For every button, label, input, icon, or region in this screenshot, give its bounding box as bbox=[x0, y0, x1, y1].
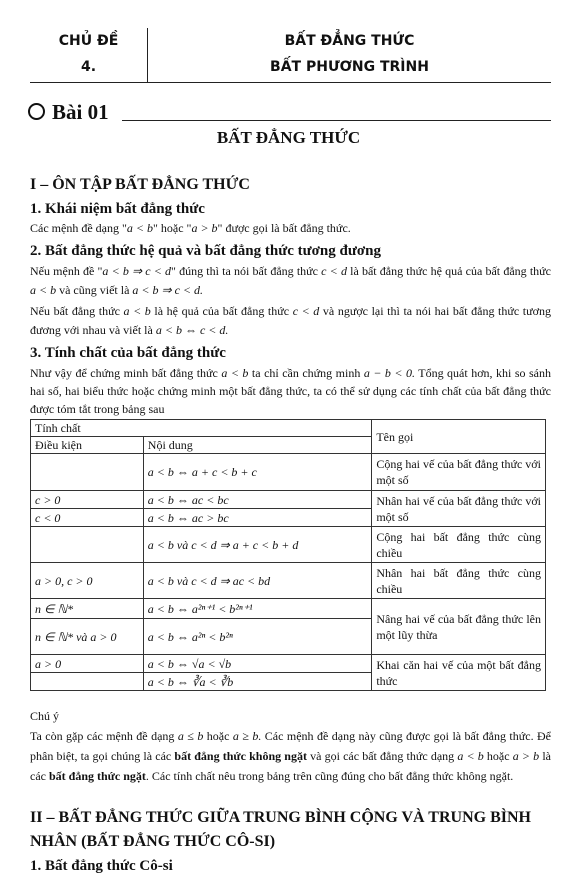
sub2-paragraph2 bbox=[30, 302, 551, 340]
cell-condition bbox=[31, 527, 144, 563]
sub1-paragraph bbox=[30, 219, 551, 238]
header-condition: Điều kiện bbox=[31, 437, 144, 454]
topic-label: CHỦ ĐỀ bbox=[58, 33, 119, 49]
text: " được gọi là bất đẳng thức. bbox=[217, 221, 351, 235]
table-row bbox=[31, 454, 546, 491]
cauchy-heading: 1. Bất đẳng thức Cô-si bbox=[30, 858, 173, 874]
topic-box bbox=[30, 28, 148, 82]
sub2-heading: 2. Bất đẳng thức hệ quả và bất đẳng thức tương đương bbox=[30, 243, 382, 259]
lesson-heading bbox=[28, 100, 551, 124]
note-paragraph bbox=[30, 726, 551, 786]
sub1-heading: 1. Khái niệm bất đẳng thức bbox=[30, 201, 205, 217]
formula: a < b bbox=[123, 304, 151, 318]
formula: a < b bbox=[457, 749, 484, 763]
lesson-title: Bài 01 bbox=[52, 100, 109, 124]
cell-content: a < b ⇔ a²ⁿ < b²ⁿ bbox=[143, 619, 372, 655]
cell-content: a < b ⇔ ac > bc bbox=[143, 509, 372, 527]
bold-term: bất đẳng thức không ngặt bbox=[174, 749, 307, 763]
text: hoặc bbox=[483, 749, 513, 763]
text: Các mệnh đề dạng " bbox=[30, 221, 127, 235]
chapter-title-line1: BẤT ĐẲNG THỨC bbox=[284, 33, 415, 49]
cell-content: a < b ⇔ ∛a < ∛b bbox=[143, 673, 372, 691]
formula: a ≥ b. bbox=[232, 729, 262, 743]
table-row bbox=[31, 527, 546, 563]
text: Như vậy để chứng minh bất đẳng thức bbox=[30, 366, 222, 380]
formula: a < b bbox=[30, 283, 57, 297]
text: là các bbox=[30, 749, 551, 783]
note-label: Chú ý bbox=[30, 709, 60, 723]
formula: a < b ⇒ c < d bbox=[102, 264, 172, 278]
cell-condition: a > 0, c > 0 bbox=[31, 563, 144, 599]
text: " đúng thì ta nói bất đẳng thức bbox=[171, 264, 322, 278]
cell-name: Nhân hai vế của bất đẳng thức với một số bbox=[372, 491, 546, 527]
section2-heading: II – BẤT ĐẲNG THỨC GIỮA TRUNG BÌNH CỘNG VÀ TRUNG BÌNH NHÂN (BẤT ĐẲNG THỨC CÔ-SI) bbox=[30, 809, 531, 850]
text: và ngược lại thì ta nói hai bất đẳng thức tương đương với nhau và viết là bbox=[30, 304, 551, 337]
header-divider bbox=[30, 82, 551, 83]
header-content: Nội dung bbox=[143, 437, 372, 454]
text: Nếu bất đẳng thức bbox=[30, 304, 124, 318]
header-name: Tên gọi bbox=[372, 420, 546, 454]
cell-condition: n ∈ ℕ* bbox=[31, 599, 144, 619]
text: Các mệnh đề dạng này cũng được gọi là bất đẳng thức. Để phân biệt, ta gọi chúng là các bbox=[30, 729, 552, 763]
circle-bullet-icon bbox=[28, 103, 45, 120]
header-properties: Tính chất bbox=[31, 420, 372, 437]
lesson-subtitle: BẤT ĐẲNG THỨC bbox=[216, 128, 361, 147]
text: Ta còn gặp các mệnh đề dạng bbox=[30, 729, 178, 743]
cell-content: a < b ⇔ a + c < b + c bbox=[143, 454, 372, 491]
table-row bbox=[31, 491, 546, 509]
table-row bbox=[31, 563, 546, 599]
lesson-underline bbox=[122, 120, 551, 121]
cell-condition: a > 0 bbox=[31, 655, 144, 673]
text: . Các tính chất nêu trong bảng trên cũng đúng cho bất đẳng thức không ngặt. bbox=[145, 769, 514, 783]
cell-content: a < b ⇔ ac < bc bbox=[143, 491, 372, 509]
chapter-title bbox=[148, 28, 551, 82]
cell-content: a < b ⇔ √a < √b bbox=[143, 655, 372, 673]
cell-content: a < b và c < d ⇒ ac < bd bbox=[143, 563, 372, 599]
cell-name: Khai căn hai vế của một bất đẳng thức bbox=[372, 655, 546, 691]
chapter-header bbox=[30, 28, 551, 82]
formula: a ≤ b bbox=[177, 729, 204, 743]
formula: a > b bbox=[512, 749, 540, 763]
properties-table bbox=[30, 419, 546, 691]
formula: a − b < 0. bbox=[363, 366, 415, 380]
text: hoặc bbox=[203, 729, 233, 743]
text: là hệ quả của bất đẳng thức bbox=[150, 304, 293, 318]
formula: a > b bbox=[191, 221, 218, 235]
cell-condition: c > 0 bbox=[31, 491, 144, 509]
sub3-heading: 3. Tính chất của bất đẳng thức bbox=[30, 345, 226, 361]
sub3-paragraph bbox=[30, 364, 551, 418]
cell-name: Nhân hai bất đẳng thức cùng chiều bbox=[372, 563, 546, 599]
cell-condition: n ∈ ℕ* và a > 0 bbox=[31, 619, 144, 655]
table-row bbox=[31, 599, 546, 619]
formula: a < b ⇒ c < d. bbox=[132, 283, 203, 297]
table-row bbox=[31, 655, 546, 673]
cell-content: a < b ⇔ a²ⁿ⁺¹ < b²ⁿ⁺¹ bbox=[143, 599, 372, 619]
sub2-paragraph1 bbox=[30, 262, 551, 300]
cell-name: Nâng hai vế của bất đẳng thức lên một lũy thừa bbox=[372, 599, 546, 655]
topic-number: 4. bbox=[80, 59, 97, 75]
cell-content: a < b và c < d ⇒ a + c < b + d bbox=[143, 527, 372, 563]
text: và cũng viết là bbox=[56, 283, 133, 297]
cell-name: Cộng hai bất đẳng thức cùng chiều bbox=[372, 527, 546, 563]
formula: a < b bbox=[221, 366, 249, 380]
text: Nếu mệnh đề " bbox=[30, 264, 103, 278]
chapter-title-line2: BẤT PHƯƠNG TRÌNH bbox=[270, 59, 429, 75]
section1-heading: I – ÔN TẬP BẤT ĐẲNG THỨC bbox=[30, 176, 250, 193]
cell-condition: c < 0 bbox=[31, 509, 144, 527]
text: Tổng quát hơn, khi so sánh hai số, hai biểu thức hoặc chứng minh một bất đẳng thức, ta có thể sử dụng các tính chất của bất đẳng thức được tóm tắt trong bảng sau bbox=[30, 366, 551, 416]
cell-condition bbox=[31, 454, 144, 491]
text: là bất đẳng thức hệ quả của bất đẳng thức bbox=[346, 264, 551, 278]
cell-condition bbox=[31, 673, 144, 691]
formula: c < d bbox=[292, 304, 320, 318]
formula: c < d bbox=[321, 264, 347, 278]
text: và gọi các bất đẳng thức dạng bbox=[306, 749, 458, 763]
text: " hoặc " bbox=[152, 221, 192, 235]
formula: a < b bbox=[126, 221, 153, 235]
table-header-row bbox=[31, 420, 546, 437]
cell-name: Cộng hai vế của bất đẳng thức với một số bbox=[372, 454, 546, 491]
bold-term: bất đẳng thức ngặt bbox=[48, 769, 146, 783]
text: ta chỉ cần chứng minh bbox=[248, 366, 364, 380]
formula: a < b ⇔ c < d. bbox=[155, 323, 229, 337]
